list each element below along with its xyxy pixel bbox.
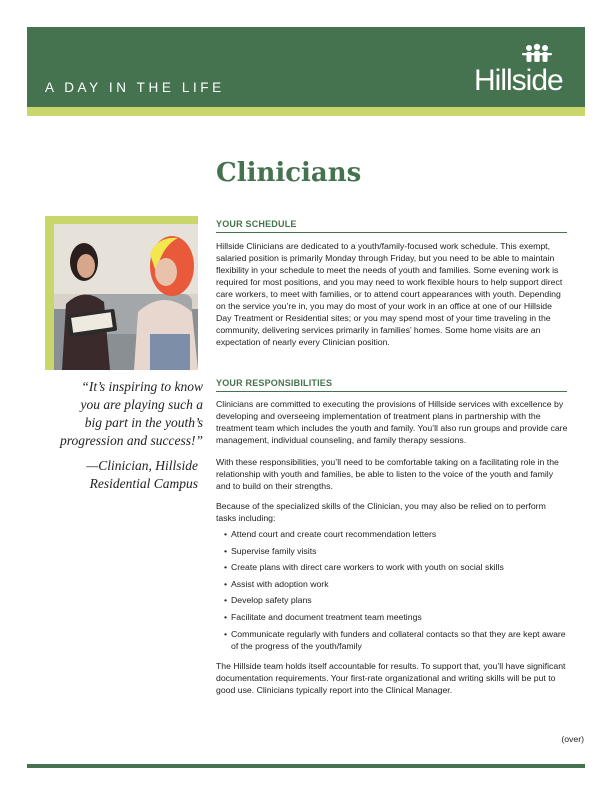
quote-attribution: [60, 457, 198, 493]
responsibilities-para-1: Clinicians are committed to executing the provisions of Hillside services with excellence by developing and overseeing implementation of treatment plans in partnership with the treatment team which includes the youth and family. You’ll also run groups and provide care management, individual counseling, and family therapy sessions.: [216, 399, 568, 445]
list-item: • Assist with adoption work: [224, 578, 568, 590]
task-list: [224, 528, 568, 656]
schedule-heading: YOUR SCHEDULE: [216, 219, 567, 233]
list-item: • Supervise family visits: [224, 545, 568, 557]
list-item: • Communicate regularly with funders and collateral contacts so that they are kept aware of the progress of the youth/family: [224, 628, 568, 652]
quote-attribution-line2: Residential Campus: [89, 476, 198, 491]
page-title: Clinicians: [216, 158, 362, 188]
schedule-body: Hillside Clinicians are dedicated to a youth/family-focused work schedule. This exempt, salaried position is primarily Monday through Friday, but you need to be able to maintain flexibility in your schedule to meet the needs of youth and families. Some evening work is required for most positions, and you may need to work flexible hours to help support direct care workers, to meet with families, or to attend court appearances with youth. Depending on the service you’re in, you may do most of your work in an office at one of our Hillside Day Treatment or Residential sites; or you may spend most of your time traveling in the community, delivering services primarily in families’ homes. Some home visits are an expectation of nearly every Clinician position.: [216, 241, 563, 347]
responsibilities-para-4: The Hillside team holds itself accountable for results. To support that, you’ll have significant documentation requirements. Your first-rate organizational and writing skills will be put to good use. Clinicians typically report into the Clinical Manager.: [216, 661, 566, 695]
list-item: • Develop safety plans: [224, 594, 568, 606]
photo-two-youths-counseling-icon: [54, 224, 198, 370]
list-item: • Attend court and create court recommendation letters: [224, 528, 568, 540]
page-turn-note: (over): [561, 734, 584, 744]
responsibilities-heading: YOUR RESPONSIBILITIES: [216, 378, 567, 392]
pull-quote: “It’s inspiring to know you are playing such a big part in the youth’s progression and success!”: [60, 379, 203, 448]
list-item: • Create plans with direct care workers to work with youth on social skills: [224, 561, 568, 573]
responsibilities-para-2: With these responsibilities, you’ll need to be comfortable taking on a facilitating role in the relationship with youth and families, be able to listen to the voice of the youth and family and to build on their strengths.: [216, 457, 559, 491]
quote-attribution-line1: —Clinician, Hillside: [86, 458, 198, 473]
hillside-logo-text: Hillside: [474, 64, 563, 97]
list-item: • Facilitate and document treatment team meetings: [224, 611, 568, 623]
header-accent-stripe: [27, 107, 585, 116]
footer-bar: [27, 764, 585, 768]
responsibilities-para-3: Because of the specialized skills of the Clinician, you may also be relied on to perform tasks including:: [216, 501, 546, 523]
header-tagline: A DAY IN THE LIFE: [45, 80, 225, 95]
